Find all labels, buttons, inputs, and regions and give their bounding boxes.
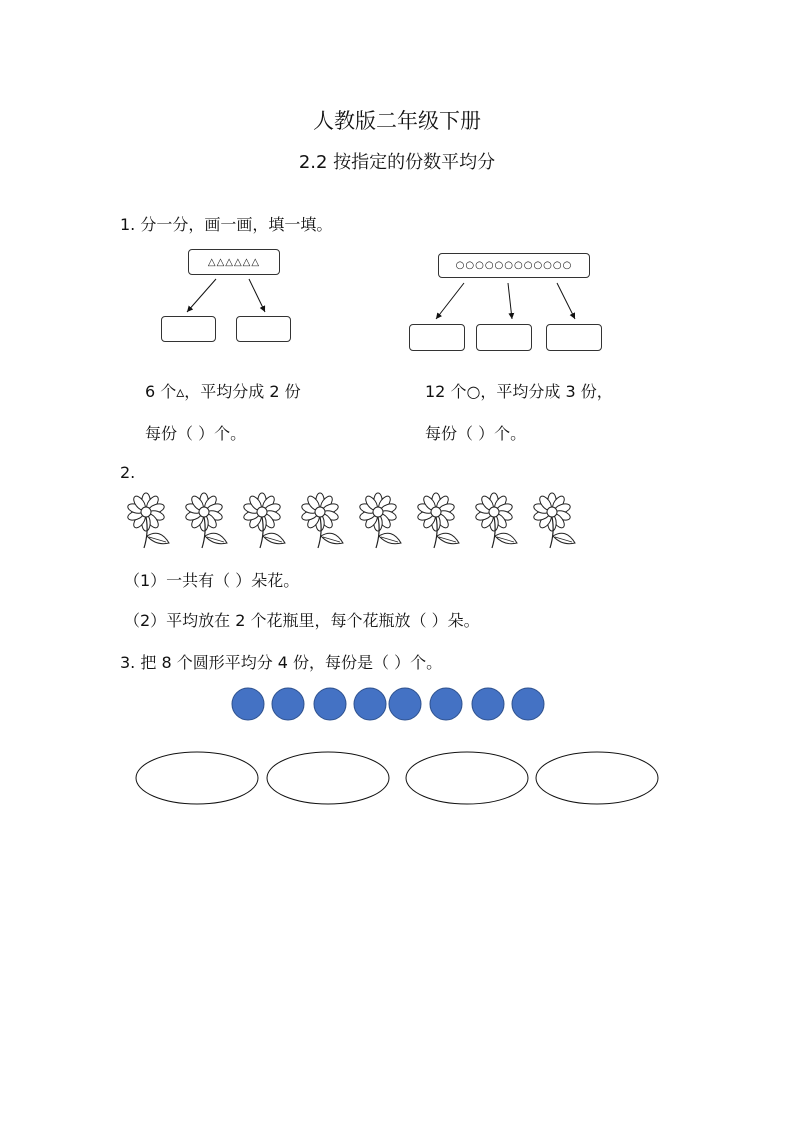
blue-circle xyxy=(430,688,462,720)
q3-prompt: 3. 把 8 个圆形平均分 4 份，每份是（ ）个。 xyxy=(120,653,443,672)
answer-oval[interactable] xyxy=(136,752,258,804)
q2-label: 2. xyxy=(120,463,136,482)
blue-circle xyxy=(272,688,304,720)
circle-symbols: ○○○○○○○○○○○○ xyxy=(455,260,573,271)
q2-sub2: （2）平均放在 2 个花瓶里，每个花瓶放（ ）朵。 xyxy=(124,611,480,630)
blue-circle xyxy=(354,688,386,720)
q1-right-line1: 12 个○，平均分成 3 份， xyxy=(425,382,613,401)
answer-oval[interactable] xyxy=(406,752,528,804)
q1-right-line2: 每份（ ）个。 xyxy=(425,424,527,443)
page-subtitle: 2.2 按指定的份数平均分 xyxy=(298,152,496,173)
blue-circle xyxy=(472,688,504,720)
blue-circle xyxy=(314,688,346,720)
q1-left-line1: 6 个▵，平均分成 2 份 xyxy=(145,382,301,401)
blue-circle xyxy=(232,688,264,720)
answer-oval[interactable] xyxy=(536,752,658,804)
q1-prompt: 1. 分一分，画一画，填一填。 xyxy=(120,215,333,234)
page-title: 人教版二年级下册 xyxy=(313,109,481,133)
q1-left-line2: 每份（ ）个。 xyxy=(145,424,247,443)
blue-circle xyxy=(389,688,421,720)
triangle-symbols: △△△△△△ xyxy=(207,256,261,268)
answer-oval[interactable] xyxy=(267,752,389,804)
blue-circle xyxy=(512,688,544,720)
q2-sub1: （1）一共有（ ）朵花。 xyxy=(124,571,300,590)
